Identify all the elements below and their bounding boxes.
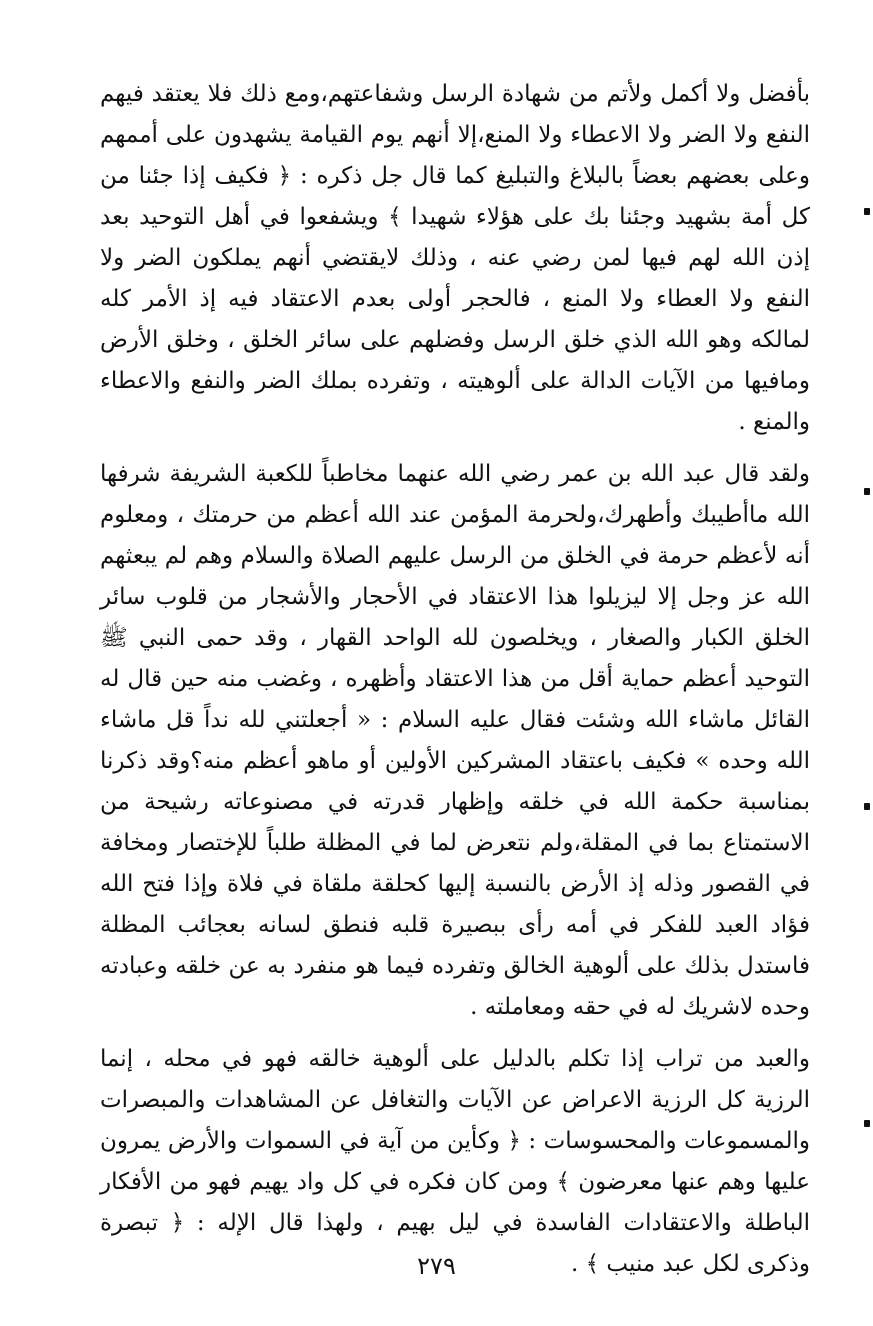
paragraph-3: والعبد من تراب إذا تكلم بالدليل على ألوهية خالقه فهو في محله ، إنما الرزية كل الرزية الاعراض عن الآيات والتغافل عن المشاهدات والمبصرات والمسموعات والمحسوسات : ﴿ وكأين من آية في السموات والأرض يمرون عليها وهم عنها معرضون ﴾ ومن كان فكره في كل واد يهيم فهو من الأفكار الباطلة والاعتقادات الفاسدة في ليل بهيم ، ولهذا قال الإله : ﴿ تبصرة وذكرى لكل عبد منيب ﴾ .	[100, 1046, 810, 1277]
margin-mark-dot	[864, 803, 870, 810]
paragraph-1: بأفضل ولا أكمل ولأتم من شهادة الرسل وشفاعتهم،ومع ذلك فلا يعتقد فيهم النفع ولا الضر ولا الاعطاء ولا المنع،إلا أنهم يوم القيامة يشهدون على أممهم وعلى بعضهم بعضاً بالبلاغ والتبليغ كما قال جل ذكره : ﴿ فكيف إذا جئنا من كل أمة بشهيد وجئنا بك على هؤلاء شهيدا ﴾ ويشفعوا في أهل التوحيد بعد إذن الله لهم فيها لمن رضي عنه ، وذلك لايقتضي أنهم يملكون الضر ولا النفع ولا العطاء ولا المنع ، فالحجر أولى بعدم الاعتقاد فيه إذ الأمر كله لمالكه وهو الله الذي خلق الرسل وفضلهم على سائر الخلق ، وخلق الأرض ومافيها من الآيات الدالة على ألوهيته ، وتفرده بملك الضر والنفع والاعطاء والمنع .	[100, 81, 810, 435]
paragraph-2: ولقد قال عبد الله بن عمر رضي الله عنهما مخاطباً للكعبة الشريفة شرفها الله ماأطيبك وأطهرك،ولحرمة المؤمن عند الله أعظم من حرمتك ، ومعلوم أنه لأعظم حرمة في الخلق من الرسل عليهم الصلاة والسلام وهم لم يبعثهم الله عز وجل إلا ليزيلوا هذا الاعتقاد في الأحجار والأشجار من قلوب سائر الخلق الكبار والصغار ، ويخلصون لله الواحد القهار ، وقد حمى النبي ﷺ التوحيد أعظم حماية أقل من هذا الاعتقاد وأظهره ، وغضب منه حين قال له القائل ماشاء الله وشئت فقال عليه السلام : « أجعلتني لله نداً قل ماشاء الله وحده » فكيف باعتقاد المشركين الأولين أو ماهو أعظم منه؟وقد ذكرنا بمناسبة حكمة الله في خلقه وإظهار قدرته في مصنوعاته رشيحة من الاستمتاع بما في المقلة،ولم نتعرض لما في المظلة طلباً للإختصار ومخافة في القصور وذله إذ الأرض بالنسبة إليها كحلقة ملقاة في فلاة وإذا فتح الله فؤاد العبد للفكر في أمه رأى ببصيرة قلبه فنطق لسانه بعجائب المظلة فاستدل بذلك على ألوهية الخالق وتفرده فيما هو منفرد به عن خلقه وعبادته وحده لاشريك له في حقه ومعاملته .	[100, 461, 810, 1020]
margin-mark-dot	[864, 1120, 870, 1127]
margin-mark-dot	[864, 208, 870, 215]
page-body	[100, 74, 810, 1285]
page-number: ٢٧٩	[417, 1252, 456, 1280]
margin-mark-dot	[864, 488, 870, 495]
